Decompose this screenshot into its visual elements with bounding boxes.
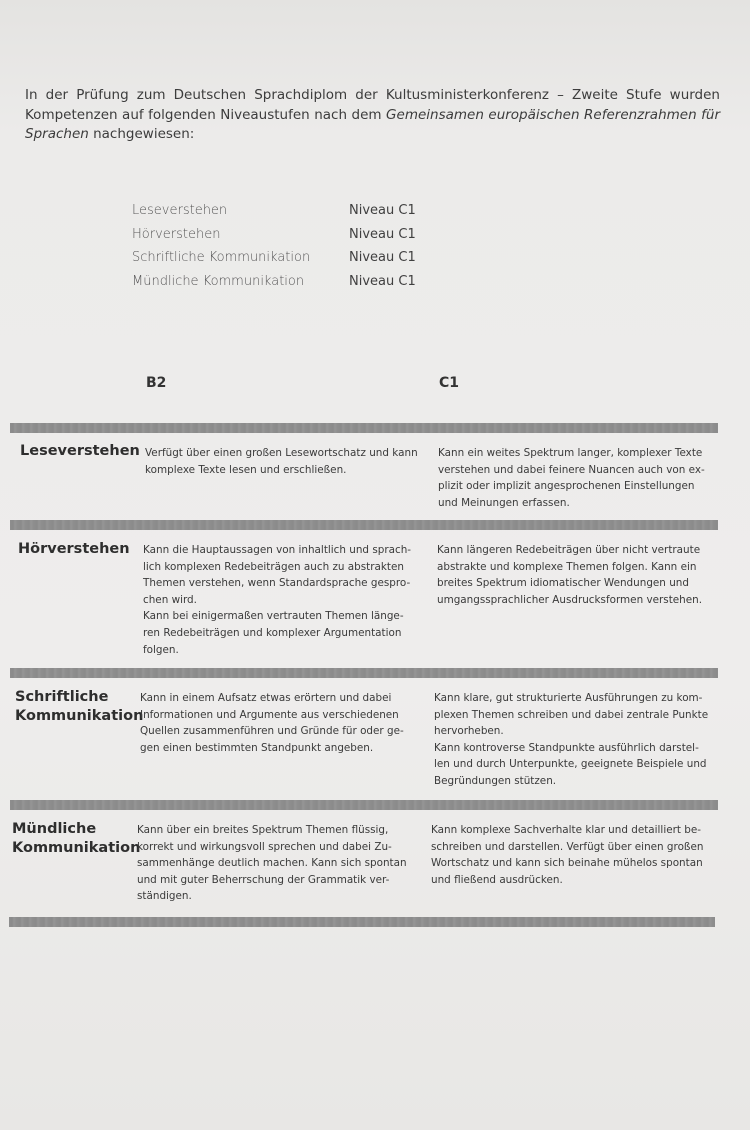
cell-c1-hoerverstehen: Kann längeren Redebeiträgen über nicht vertraute abstrakte und komplexe Themen folgen. Kann ein breites Spektrum idiomatischer Wendungen und umgangssprachlicher Ausdrucksformen verstehen. bbox=[437, 544, 703, 606]
cell-b2-schriftliche-kommunikation: Kann in einem Aufsatz etwas erörtern und dabei Informationen und Argumente aus verschiedenen Quellen zusammenführen und Gründe für oder ge- gen einen bestimmten Standpunkt angeben. bbox=[140, 692, 404, 754]
row-divider bbox=[10, 800, 718, 810]
level-row bbox=[132, 274, 432, 298]
level-skill: Schriftliche Kommunikation bbox=[132, 250, 311, 265]
intro-text-italic: Gemeinsamen europäischen Referenzrahmen für Sprachen bbox=[25, 106, 721, 142]
level-value: Niveau C1 bbox=[349, 226, 416, 242]
column-header-b2: B2 bbox=[146, 375, 167, 391]
cell-b2-muendliche-kommunikation: Kann über ein breites Spektrum Themen flüssig, korrekt und wirkungsvoll sprechen und dabei Zu- sammenhänge deutlich machen. Kann sich spontan und mit guter Beherrschung der Grammatik ver- ständigen. bbox=[137, 824, 407, 903]
row-divider bbox=[10, 668, 718, 678]
cell-b2-leseverstehen: Verfügt über einen großen Lesewortschatz und kann komplexe Texte lesen und erschließen. bbox=[145, 447, 418, 476]
level-value: Niveau C1 bbox=[349, 250, 416, 265]
row-label-schriftliche-kommunikation: Schriftliche Kommunikation bbox=[15, 689, 144, 724]
level-value: Niveau C1 bbox=[349, 203, 416, 218]
level-skill: Mündliche Kommunikation bbox=[132, 273, 305, 289]
level-skill: Leseverstehen bbox=[132, 203, 228, 218]
row-divider bbox=[10, 520, 718, 530]
level-value: Niveau C1 bbox=[349, 273, 416, 289]
row-divider bbox=[10, 423, 718, 433]
row-label-muendliche-kommunikation: Mündliche Kommunikation bbox=[12, 821, 141, 856]
level-skill: Hörverstehen bbox=[132, 226, 221, 242]
levels-list bbox=[132, 203, 432, 297]
row-label-hoerverstehen: Hörverstehen bbox=[18, 541, 130, 557]
intro-paragraph bbox=[25, 86, 720, 145]
table-bottom-rule bbox=[9, 917, 715, 927]
level-row bbox=[132, 203, 432, 227]
row-label-leseverstehen: Leseverstehen bbox=[20, 443, 140, 459]
level-row bbox=[132, 250, 432, 274]
cell-c1-muendliche-kommunikation: Kann komplexe Sachverhalte klar und detailliert be- schreiben und darstellen. Verfügt über einen großen Wortschatz und kann sich beinahe mühelos spontan und fließend ausdrücken. bbox=[431, 824, 704, 886]
intro-text-end: nachgewiesen: bbox=[88, 126, 195, 142]
cell-c1-leseverstehen: Kann ein weites Spektrum langer, komplexer Texte verstehen und dabei feinere Nuancen auch von ex- plizit oder implizit angesprochenen Einstellungen und Meinungen erfassen. bbox=[438, 447, 705, 509]
level-row bbox=[132, 227, 432, 251]
column-header-c1: C1 bbox=[439, 375, 460, 391]
cell-b2-hoerverstehen: Kann die Hauptaussagen von inhaltlich und sprach- lich komplexen Redebeiträgen auch zu abstrakten Themen verstehen, wenn Standardsprache gespro- chen wird. Kann bei einigermaßen vertrauten Themen länge- ren Redebeiträgen und komplexer Argumentation folgen. bbox=[143, 544, 412, 656]
cell-c1-schriftliche-kommunikation: Kann klare, gut strukturierte Ausführungen zu kom- plexen Themen schreiben und dabei zentrale Punkte hervorheben. Kann kontroverse Standpunkte ausführlich darstel- len und durch Unterpunkte, geeignete Beispiele und Begründungen stützen. bbox=[434, 692, 709, 787]
intro-text: In der Prüfung zum Deutschen Sprachdiplom der Kultusministerkonferenz – Zweite Stufe wurden Kompetenzen auf folgenden Niveaustufen nach dem bbox=[25, 87, 720, 123]
